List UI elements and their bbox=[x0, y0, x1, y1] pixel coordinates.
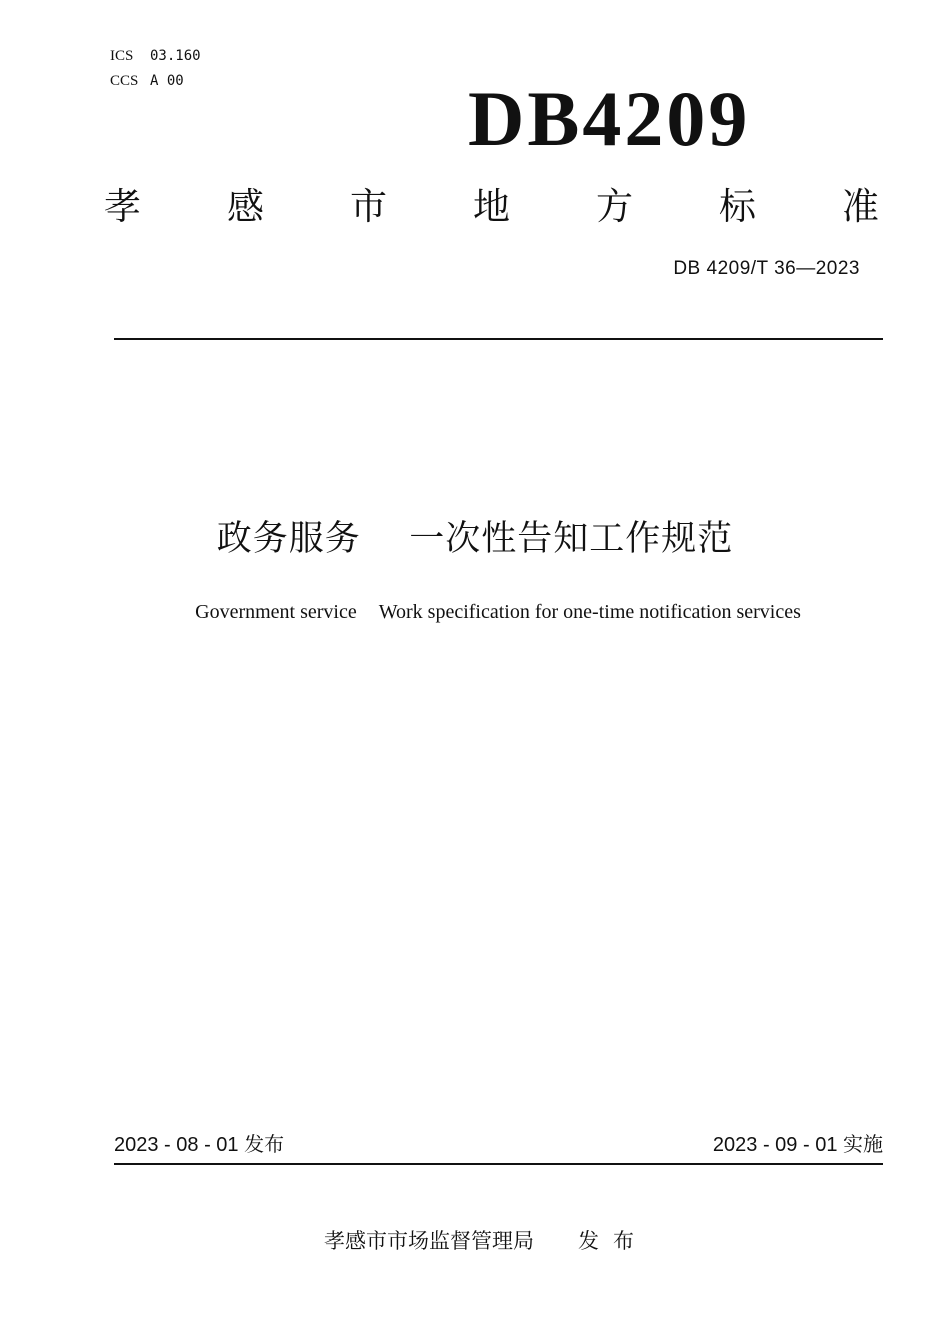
standard-type-char: 地 bbox=[473, 185, 510, 228]
title-en-part1: Government service bbox=[195, 601, 357, 623]
classification-codes bbox=[110, 44, 201, 94]
title-en-part2: Work specification for one-time notification services bbox=[378, 601, 801, 623]
standard-number: DB 4209/T 36—2023 bbox=[673, 258, 860, 279]
standard-type-char: 感 bbox=[227, 185, 264, 228]
title-zh-part2: 一次性告知工作规范 bbox=[409, 519, 734, 559]
dates-row bbox=[114, 1131, 883, 1159]
ics-value: 03.160 bbox=[150, 48, 201, 64]
standard-type-char: 孝 bbox=[104, 185, 141, 228]
ccs-value: A 00 bbox=[150, 73, 184, 89]
standard-type bbox=[104, 182, 879, 232]
standard-type-char: 准 bbox=[842, 185, 879, 228]
standard-type-char: 方 bbox=[596, 185, 633, 228]
ics-label: ICS bbox=[110, 48, 134, 64]
standard-code: DB4209 bbox=[468, 75, 751, 162]
standard-type-char: 市 bbox=[350, 185, 387, 228]
standard-type-char: 标 bbox=[719, 185, 756, 228]
issuer-action: 发布 bbox=[578, 1229, 648, 1253]
title-zh-gap bbox=[373, 519, 397, 559]
publish-date: 2023 - 08 - 01 发布 bbox=[114, 1134, 285, 1156]
ics-row bbox=[110, 44, 201, 69]
title-zh-part1: 政务服务 bbox=[216, 519, 361, 559]
document-title-zh bbox=[0, 514, 950, 564]
issuer-name: 孝感市市场监督管理局 bbox=[324, 1229, 534, 1253]
document-title-en bbox=[0, 598, 950, 626]
top-divider bbox=[114, 338, 883, 340]
issuer bbox=[0, 1226, 950, 1256]
bottom-divider bbox=[114, 1163, 883, 1165]
ccs-row bbox=[110, 69, 201, 94]
implement-date: 2023 - 09 - 01 实施 bbox=[712, 1134, 883, 1156]
ccs-label: CCS bbox=[110, 73, 139, 89]
